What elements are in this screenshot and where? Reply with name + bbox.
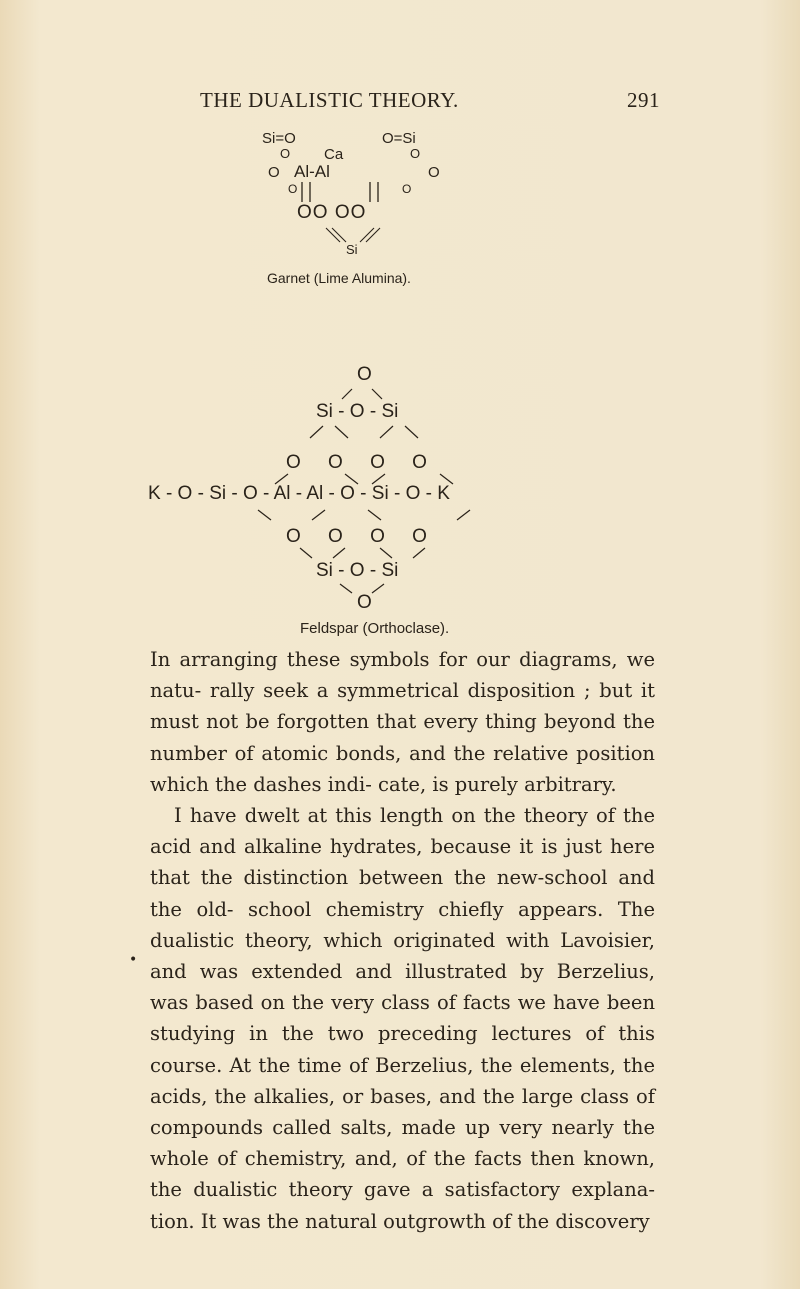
garnet-al-al: Al-Al <box>294 162 330 181</box>
garnet-o-si-right: O=Si <box>382 130 416 147</box>
garnet-o-far-right: O <box>428 164 440 181</box>
garnet-o-left: O <box>280 146 291 161</box>
feldspar-lower-o-row: O O O O <box>286 526 427 547</box>
garnet-o-right: O <box>410 146 421 161</box>
body-text <box>150 644 655 1237</box>
feldspar-middle-row: K - O - Si - O - Al - Al - O - Si - O - K <box>148 483 450 504</box>
garnet-si-bottom: Si <box>346 242 358 257</box>
garnet-caption: Garnet (Lime Alumina). <box>267 270 411 286</box>
feldspar-caption: Feldspar (Orthoclase). <box>300 620 450 637</box>
garnet-oo-oo: OO OO <box>297 202 367 223</box>
header-title: THE DUALISTIC THEORY. <box>200 88 459 112</box>
garnet-si-o-left: Si=O <box>262 130 296 147</box>
garnet-ca: Ca <box>324 146 344 163</box>
paragraph-1: In arranging these symbols for our diagrams, we natu- rally seek a symmetrical disposition ; but it must not be forgotten that every thing beyond the number of atomic bonds, and the relative position which the dashes indi- cate, is purely arbitrary. <box>150 648 655 796</box>
feldspar-bottom-o: O <box>357 592 372 613</box>
garnet-o-far-left: O <box>268 164 280 181</box>
feldspar-bond-lines <box>0 0 800 640</box>
feldspar-bottom-si-row: Si - O - Si <box>316 560 399 581</box>
margin-mark: • <box>129 952 138 968</box>
garnet-o-lower-left: O <box>288 182 298 196</box>
feldspar-top-si-row: Si - O - Si <box>316 401 399 422</box>
feldspar-upper-o-row: O O O O <box>286 452 427 473</box>
page-number: 291 <box>627 88 660 112</box>
feldspar-top-o: O <box>357 364 372 385</box>
paragraph-2: I have dwelt at this length on the theory of the acid and alkaline hydrates, because it is just here that the distinction between the new-school and the old- school chemistry chiefly appears. The dualistic theory, which originated with Lavoisier, and was extended and illustrated by Berzelius, was based on the very class of facts we have been studying in the two preceding lectures of this course. At the time of Berzelius, the elements, the acids, the alkalies, or bases, and the large class of compounds called salts, made up very nearly the whole of chemistry, and, of the facts then known, the dualistic theory gave a satisfactory explana- tion. It was the natural outgrowth of the discovery <box>150 804 655 1233</box>
garnet-o-lower-right: O <box>402 182 412 196</box>
